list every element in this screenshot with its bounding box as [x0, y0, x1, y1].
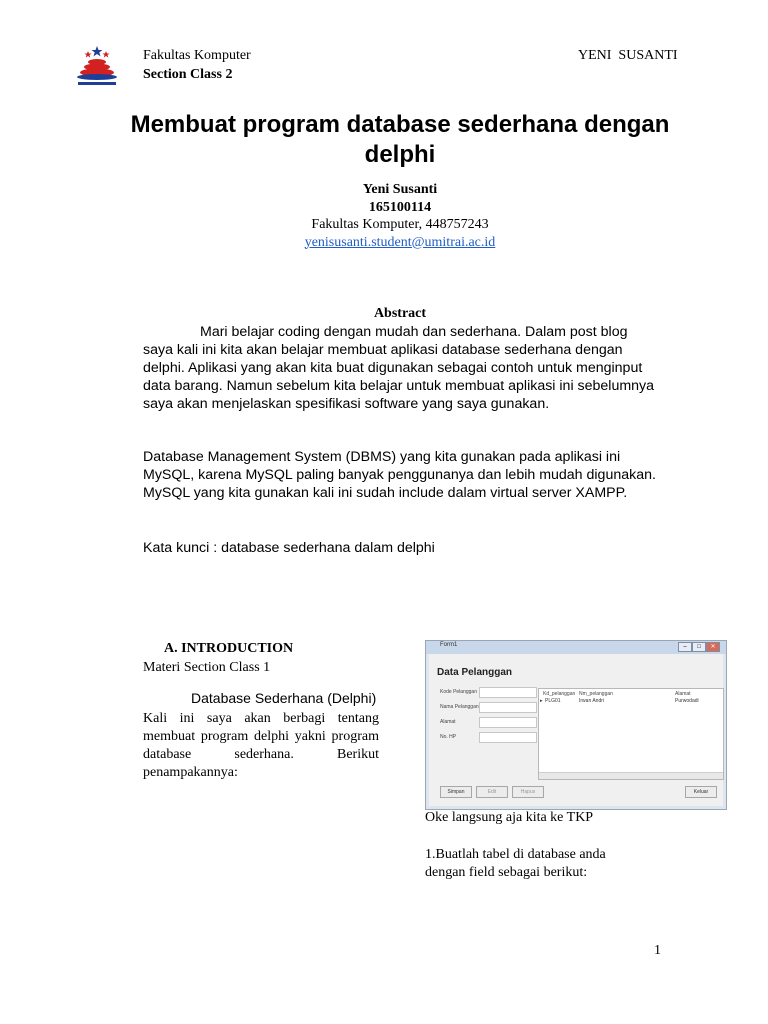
delphi-form-screenshot	[425, 640, 727, 810]
field-label: No. HP	[440, 734, 457, 740]
author-email-link[interactable]: yenisusanti.student@umitrai.ac.id	[304, 234, 496, 250]
kode-pelanggan-input	[479, 687, 537, 698]
no-hp-input	[479, 732, 537, 743]
grid-scrollbar	[539, 772, 723, 779]
grid-header: Kd_pelanggan	[543, 691, 576, 697]
header-faculty: Fakultas Komputer	[143, 48, 251, 63]
maximize-icon: □	[692, 642, 706, 652]
university-logo	[74, 44, 120, 88]
row-indicator-icon: ▸	[540, 698, 543, 704]
grid-cell: Purwodadi	[675, 698, 699, 704]
introduction-body: Kali ini saya akan berbagi tentang membuat program delphi yakni program database sederhana. Berikut penampakannya:	[143, 711, 379, 780]
window-title: Form1	[440, 642, 458, 648]
form-heading: Data Pelanggan	[437, 667, 513, 678]
right-column-line-1: Oke langsung aja kita ke TKP	[425, 810, 594, 825]
grid-cell: PLG01	[545, 698, 561, 704]
keluar-button: Keluar	[685, 786, 717, 798]
data-grid	[538, 688, 724, 780]
abstract-heading: Abstract	[373, 306, 427, 321]
form-client-area	[429, 654, 723, 806]
nama-pelanggan-input	[479, 702, 537, 713]
author-id: 165100114	[368, 199, 432, 215]
hapus-button: Hapus	[512, 786, 544, 798]
introduction-subtitle: Materi Section Class 1	[143, 660, 271, 675]
field-label: Alamat	[440, 719, 456, 725]
header-left	[143, 46, 251, 84]
close-icon: ✕	[706, 642, 720, 652]
database-subheading: Database Sederhana (Delphi)	[191, 690, 377, 706]
right-column-step-1: 1.Buatlah tabel di database anda dengan field sebagai berikut:	[425, 847, 606, 880]
page-number: 1	[654, 943, 661, 958]
edit-button: Edit	[476, 786, 508, 798]
author-block	[100, 181, 700, 251]
grid-header: Nm_pelanggan	[579, 691, 613, 697]
window-titlebar	[426, 641, 726, 654]
author-name: Yeni Susanti	[362, 182, 438, 197]
field-label: Kode Pelanggan	[440, 689, 477, 695]
header-author: YENI SUSANTI	[578, 48, 678, 63]
simpan-button: Simpan	[440, 786, 472, 798]
keywords: Kata kunci : database sederhana dalam delphi	[143, 540, 435, 556]
minimize-icon: –	[678, 642, 692, 652]
introduction-heading: A. INTRODUCTION	[164, 641, 294, 656]
field-label: Nama Pelanggan	[440, 704, 479, 710]
author-affiliation: Fakultas Komputer, 448757243	[311, 217, 489, 232]
abstract-paragraph-1: Mari belajar coding dengan mudah dan sederhana. Dalam post blog saya kali ini kita akan belajar membuat aplikasi database sederhana dengan delphi. Aplikasi yang akan kita buat digunakan sebagai contoh untuk menginput data barang. Namun sebelum kita belajar untuk membuat aplikasi ini sebelumnya saya akan menjelaskan spesifikasi software yang saya gunakan.	[143, 324, 655, 412]
header-section: Section Class 2	[143, 67, 233, 82]
grid-cell: Irwan Andri	[579, 698, 605, 704]
abstract-paragraph-2: Database Management System (DBMS) yang kita gunakan pada aplikasi ini MySQL, karena MySQL paling banyak penggunanya dan lebih mudah digunakan. MySQL yang kita gunakan kali ini sudah include dalam virtual server XAMPP.	[143, 449, 656, 501]
document-title: Membuat program database sederhana dengan delphi	[130, 111, 670, 168]
grid-header: Alamat	[675, 691, 691, 697]
alamat-input	[479, 717, 537, 728]
